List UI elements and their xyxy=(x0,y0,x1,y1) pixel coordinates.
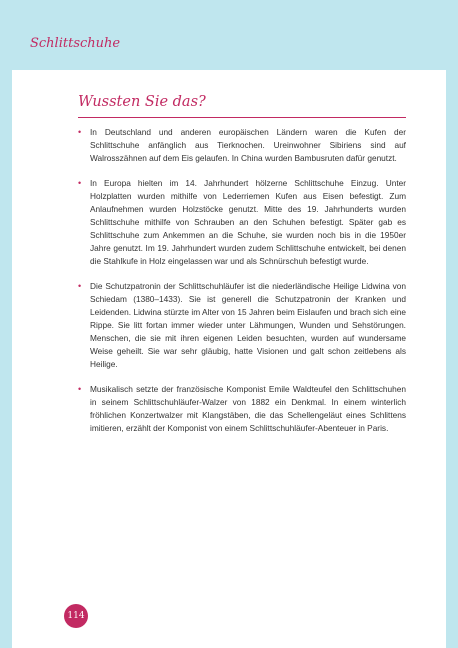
page-content xyxy=(12,70,446,648)
fact-list xyxy=(78,126,406,447)
section-title: Wussten Sie das? xyxy=(78,94,206,110)
fact-item: • Die Schutzpatronin der Schlittschuhläufer ist die niederländische Heilige Lidwina von Schiedam (1380–1433). Sie ist generell die Schutzpatronin der Kranken und Leidenden. Lidwina stürzte im Alter von 15 Jahren beim Eislaufen und brach sich eine Rippe. Sie litt fortan immer wieder unter Lähmungen, Wunden und Sehstörungen. Menschen, die sie mit ihren eigenen Leiden besuchten, wurden auf wundersame Weise geheilt. Sie war sehr gläubig, hatte Visionen und galt schon zeitlebens als Heilige. xyxy=(78,280,406,371)
fact-item: • In Deutschland und anderen europäischen Ländern waren die Kufen der Schlittschuhe anfänglich aus Tierknochen. Ureinwohner Sibiriens sind auf Walrosszähnen auf dem Eis gelaufen. In China wurden Bambusruten dafür genutzt. xyxy=(78,126,406,165)
fact-item: • Musikalisch setzte der französische Komponist Emile Waldteufel den Schlittschuhen in seinem Schlittschuhläufer-Walzer von 1882 ein Denkmal. In einem winterlich fröhlichen Konzertwalzer mit Klangstäben, die das Schellengeläut eines Schlittens imitieren, erzählt der Komponist von einem Schlittschuhläufer-Abenteuer in Paris. xyxy=(78,383,406,435)
header-title: Schlittschuhe xyxy=(30,36,121,51)
title-divider xyxy=(78,117,406,118)
page-header xyxy=(0,0,458,70)
page-number: 114 xyxy=(64,604,88,628)
fact-item: • In Europa hielten im 14. Jahrhundert hölzerne Schlittschuhe Einzug. Unter Holzplatten wurden mithilfe von Lederriemen Kufen aus Eisen befestigt. Zum Anlaufnehmen wurden Holzstöcke genutzt. Mitte des 19. Jahrhunderts wurden Schlittschuhe mithilfe von Schrauben an den Schuhen befestigt. Später gab es Schlittschuhe zum Ankemmen an die Schuhe, sie wurden noch bis in die 1950er Jahre genutzt. Im 19. Jahrhundert wurden zudem Schlittschuhe entwickelt, bei denen die Stahlkufe in Holz eingelassen war und als Schnürschuh befestigt wurde. xyxy=(78,177,406,268)
